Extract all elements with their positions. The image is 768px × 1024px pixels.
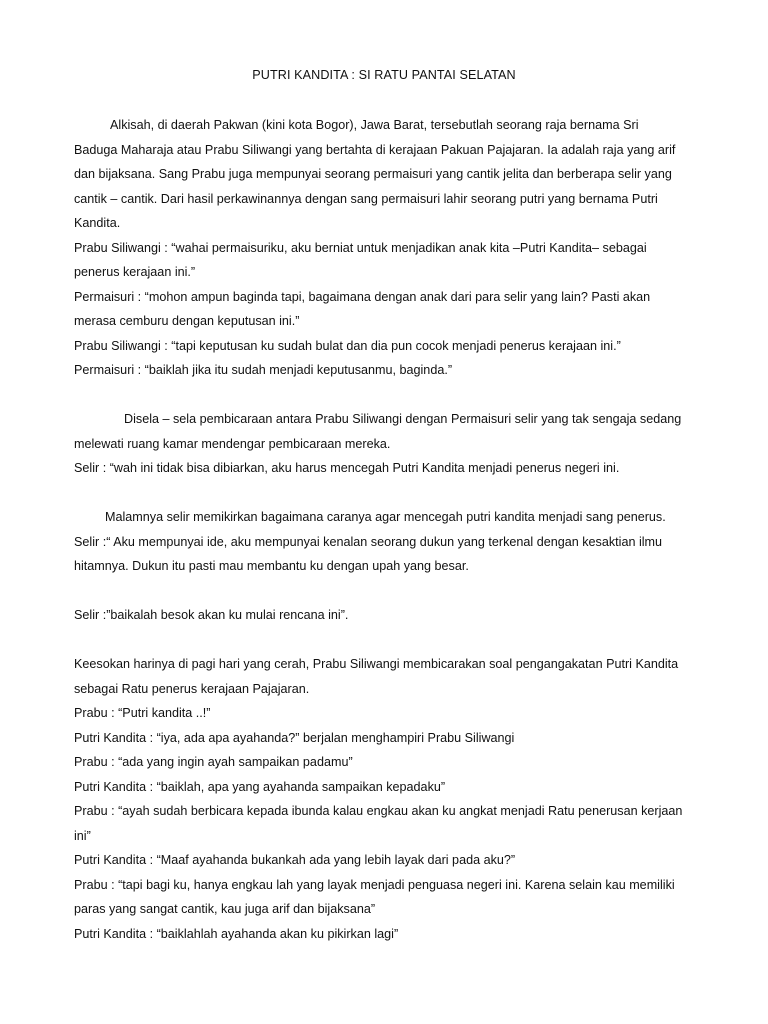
dialogue-line: Selir :“ Aku mempunyai ide, aku mempunyai kenalan seorang dukun yang terkenal dengan kesaktian ilmu (74, 534, 663, 549)
paragraph-gap (74, 628, 698, 653)
paragraph-line: sebagai Ratu penerus kerajaan Pajajaran. (74, 681, 310, 696)
dialogue-line: Permaisuri : “mohon ampun baginda tapi, bagaimana dengan anak dari para selir yang lain? Pasti akan (74, 289, 651, 304)
paragraph-gap (74, 383, 698, 408)
paragraph-gap (74, 481, 698, 506)
dialogue-line: Permaisuri : “baiklah jika itu sudah menjadi keputusanmu, baginda.” (74, 363, 453, 377)
dialogue-line: Prabu : “ayah sudah berbicara kepada ibunda kalau engkau akan ku angkat menjadi Ratu penerusan kerjaan (74, 804, 683, 818)
dialogue-line: Putri Kandita : “baiklahlah ayahanda akan ku pikirkan lagi” (74, 926, 399, 941)
document-body (74, 113, 698, 946)
dialogue-line: hitamnya. Dukun itu pasti mau membantu ku dengan upah yang besar. (74, 559, 469, 573)
paragraph-line: Disela – sela pembicaraan antara Prabu Siliwangi dengan Permaisuri selir yang tak sengaja sedang (124, 412, 682, 426)
dialogue-line: penerus kerajaan ini.” (74, 265, 196, 279)
paragraph-line: Malamnya selir memikirkan bagaimana caranya agar mencegah putri kandita menjadi sang penerus. (105, 510, 666, 524)
paragraph-line: cantik – cantik. Dari hasil perkawinannya dengan sang permaisuri lahir seorang putri yang bernama Putri (74, 191, 658, 206)
dialogue-line: Putri Kandita : “baiklah, apa yang ayahanda sampaikan kepadaku” (74, 779, 446, 794)
dialogue-line: Prabu : “Putri kandita ..!” (74, 706, 211, 720)
dialogue-line: paras yang sangat cantik, kau juga arif dan bijaksana” (74, 902, 376, 916)
document-title: PUTRI KANDITA : SI RATU PANTAI SELATAN (252, 68, 516, 82)
dialogue-line: Putri Kandita : “Maaf ayahanda bukankah ada yang lebih layak dari pada aku?” (74, 853, 516, 867)
dialogue-line: Selir : “wah ini tidak bisa dibiarkan, aku harus mencegah Putri Kandita menjadi penerus negeri ini. (74, 461, 620, 475)
paragraph-line: Baduga Maharaja atau Prabu Siliwangi yang bertahta di kerajaan Pakuan Pajajaran. Ia adalah raja yang arif (74, 142, 676, 157)
dialogue-line: ini” (74, 828, 91, 843)
dialogue-line: Putri Kandita : “iya, ada apa ayahanda?” berjalan menghampiri Prabu Siliwangi (74, 730, 515, 745)
paragraph-line: melewati ruang kamar mendengar pembicaraan mereka. (74, 436, 391, 451)
dialogue-line: merasa cemburu dengan keputusan ini.” (74, 314, 300, 328)
dialogue-line: Selir :”baikalah besok akan ku mulai rencana ini”. (74, 608, 349, 622)
paragraph-line: Kandita. (74, 216, 121, 230)
dialogue-line: Prabu Siliwangi : “tapi keputusan ku sudah bulat dan dia pun cocok menjadi penerus kerajaan ini.” (74, 338, 621, 353)
paragraph-line: Alkisah, di daerah Pakwan (kini kota Bogor), Jawa Barat, tersebutlah seorang raja bernama Sri (110, 118, 639, 132)
paragraph-line: Keesokan harinya di pagi hari yang cerah, Prabu Siliwangi membicarakan soal pengangakatan Putri Kandita (74, 657, 679, 671)
paragraph-line: dan bijaksana. Sang Prabu juga mempunyai seorang permaisuri yang cantik jelita dan berberapa selir yang (74, 167, 672, 181)
dialogue-line: Prabu : “tapi bagi ku, hanya engkau lah yang layak menjadi penguasa negeri ini. Karena selain kau memiliki (74, 877, 675, 892)
paragraph-gap (74, 579, 698, 604)
dialogue-line: Prabu Siliwangi : “wahai permaisuriku, aku berniat untuk menjadikan anak kita –Putri Kandita– sebagai (74, 240, 647, 255)
dialogue-line: Prabu : “ada yang ingin ayah sampaikan padamu” (74, 755, 353, 769)
